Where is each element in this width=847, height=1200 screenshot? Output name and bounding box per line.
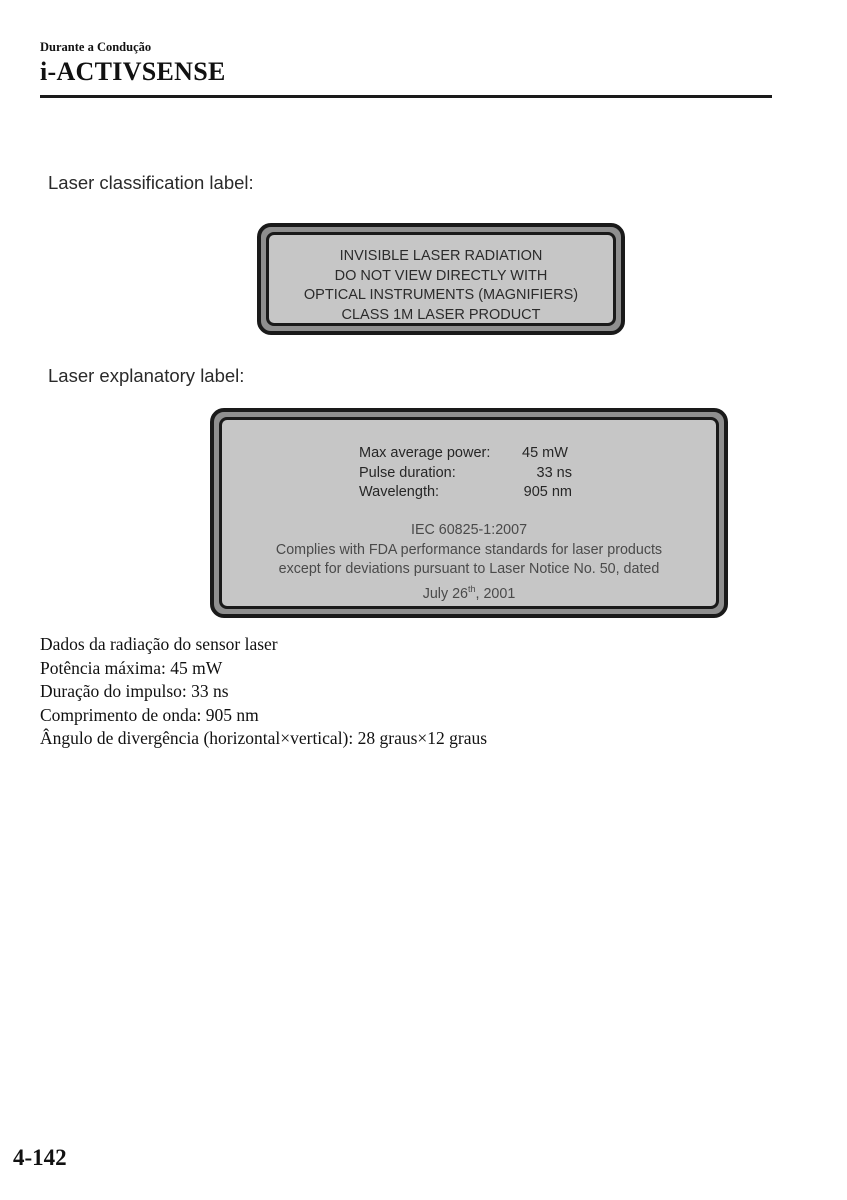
complies-line: Complies with FDA performance standards for laser products (275, 541, 663, 558)
except-line: except for deviations pursuant to Laser Notice No. 50, dated (278, 561, 660, 577)
explanatory-label-panel (219, 417, 719, 609)
body-line: Duração do impulso: 33 ns (40, 681, 229, 701)
classification-label-panel (266, 232, 616, 326)
body-line: Comprimento de onda: 905 nm (40, 704, 259, 725)
classification-line: INVISIBLE LASER RADIATION (339, 248, 543, 264)
body-line: Dados da radiação do sensor laser (40, 634, 278, 654)
classification-line: CLASS 1M LASER PRODUCT (341, 306, 541, 323)
sensor-data-text (40, 633, 487, 751)
date-line (222, 580, 716, 604)
date-superscript: th (468, 583, 476, 594)
spec-value-power: 45 mW (522, 445, 568, 461)
compliance-text (222, 521, 716, 604)
classification-line: OPTICAL INSTRUMENTS (MAGNIFIERS) (303, 287, 579, 303)
page-number: 4-142 (13, 1145, 67, 1170)
title-divider (40, 95, 772, 98)
body-line: Potência máxima: 45 mW (40, 657, 223, 678)
laser-explanatory-label (210, 408, 728, 618)
laser-classification-label (257, 223, 625, 335)
section-heading: Durante a Condução (40, 40, 152, 54)
spec-value-pulse: 33 ns (536, 465, 572, 481)
spec-label-wavelength: Wavelength: (359, 484, 440, 500)
date-suffix: , 2001 (475, 585, 516, 602)
spec-value-wavelength: 905 nm (523, 484, 572, 500)
standard-line: IEC 60825-1:2007 (410, 522, 528, 538)
body-line: Ângulo de divergência (horizontal×vertical): 28 graus×12 graus (40, 728, 488, 748)
date-prefix: July 26 (422, 585, 469, 602)
spec-label-pulse: Pulse duration: (359, 465, 456, 481)
classification-line: DO NOT VIEW DIRECTLY WITH (334, 267, 548, 284)
classification-label-caption: Laser classification label: (48, 172, 254, 193)
spec-label-power: Max average power: (359, 445, 491, 461)
page-title: i-ACTIVSENSE (40, 57, 226, 86)
explanatory-label-caption: Laser explanatory label: (48, 365, 245, 386)
